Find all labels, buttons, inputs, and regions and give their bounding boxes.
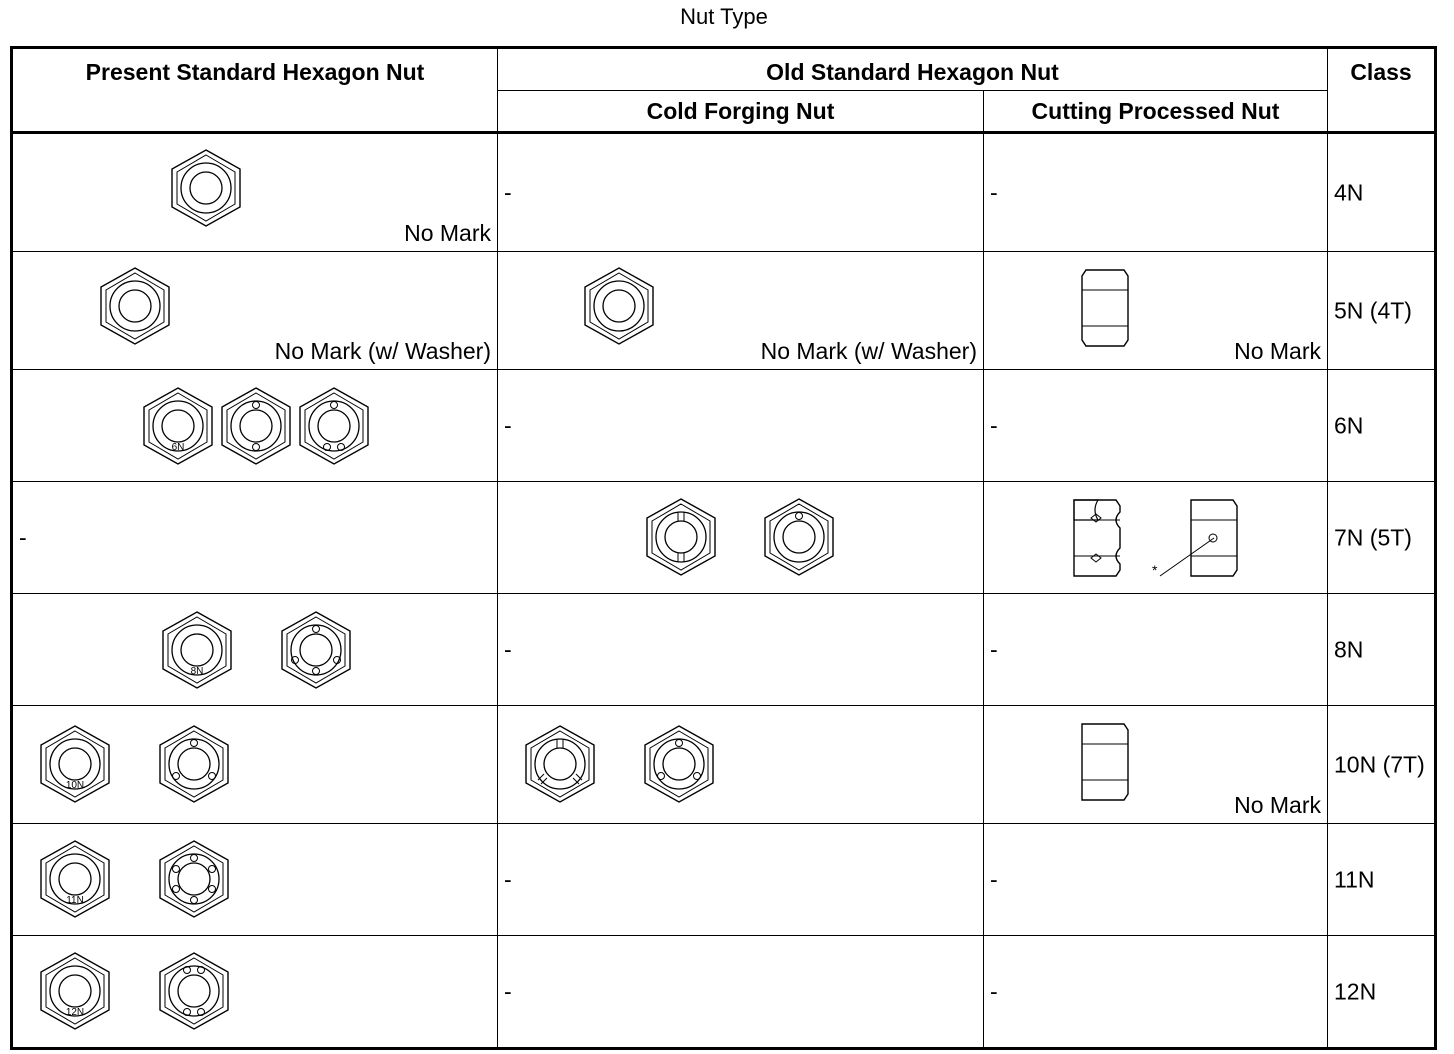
header-cutting-processed: Cutting Processed Nut (984, 91, 1328, 133)
nut-type-table (10, 46, 1437, 1050)
class-label: 5N (4T) (1334, 297, 1412, 323)
nut-side-view-tall-icon (1080, 722, 1130, 802)
nut-stamp-text: 10N (65, 780, 85, 791)
nut-side-notched-icon (1072, 498, 1122, 578)
no-mark-label: No Mark (404, 220, 491, 246)
no-mark-washer-label: No Mark (w/ Washer) (274, 338, 491, 364)
cell-cold-forging (498, 706, 984, 824)
cell-present (12, 594, 498, 706)
cell-present (12, 370, 498, 482)
cell-cold-forging (498, 936, 984, 1049)
header-old-standard: Old Standard Hexagon Nut (498, 48, 1328, 91)
hex-nut-3-dots-triangle-icon (641, 724, 717, 804)
no-mark-label: No Mark (1234, 792, 1321, 818)
table-row (12, 706, 1436, 824)
hex-nut-washer-icon (97, 266, 173, 346)
class-label: 12N (1334, 978, 1377, 1004)
cell-cutting (984, 370, 1328, 482)
table-row (12, 594, 1436, 706)
hex-nut-6-dots-icon (156, 839, 232, 919)
cell-cutting (984, 936, 1328, 1049)
empty-dash: - (990, 978, 998, 1004)
cell-cutting (984, 706, 1328, 824)
empty-dash: - (990, 866, 998, 892)
cell-class (1328, 706, 1436, 824)
cell-cutting (984, 482, 1328, 594)
cell-cutting (984, 594, 1328, 706)
empty-dash: - (504, 636, 512, 662)
hex-nut-1-dot-icon (761, 497, 837, 577)
cell-cold-forging (498, 824, 984, 936)
nut-stamp-text: 12N (65, 1007, 85, 1018)
table-row (12, 252, 1436, 370)
table-row (12, 370, 1436, 482)
hex-nut-plain-icon (168, 148, 244, 228)
empty-dash: - (504, 866, 512, 892)
hex-nut-4-dots-icon (278, 610, 354, 690)
hex-nut-11n-icon (37, 839, 113, 919)
page-title: Nut Type (680, 4, 768, 29)
class-label: 4N (1334, 179, 1364, 205)
cell-present (12, 482, 498, 594)
cell-present (12, 936, 498, 1049)
header-present-standard: Present Standard Hexagon Nut (12, 48, 498, 133)
cell-class (1328, 482, 1436, 594)
empty-dash: - (990, 412, 998, 438)
table-row (12, 824, 1436, 936)
cell-cold-forging (498, 594, 984, 706)
hex-nut-10n-icon (37, 724, 113, 804)
nut-stamp-text: 6N (171, 442, 185, 453)
cell-cutting (984, 824, 1328, 936)
cell-present (12, 133, 498, 252)
cell-cold-forging (498, 252, 984, 370)
table-row (12, 482, 1436, 594)
empty-dash: - (504, 179, 512, 205)
no-mark-washer-label: No Mark (w/ Washer) (760, 338, 977, 364)
empty-dash: - (19, 524, 27, 550)
class-label: 11N (1334, 866, 1375, 892)
hex-nut-2-dots-icon (218, 386, 294, 466)
hex-nut-6n-icon (140, 386, 216, 466)
nut-stamp-text: 11N (66, 895, 84, 906)
hex-nut-3-dots-triangle-icon (156, 724, 232, 804)
cell-present (12, 824, 498, 936)
class-label: 7N (5T) (1334, 524, 1412, 550)
cell-cold-forging (498, 133, 984, 252)
hex-nut-12n-icon (37, 951, 113, 1031)
empty-dash: - (504, 978, 512, 1004)
hex-nut-3-slots-icon (522, 724, 598, 804)
cell-cutting (984, 133, 1328, 252)
empty-dash: - (990, 179, 998, 205)
cell-present (12, 252, 498, 370)
table-row (12, 133, 1436, 252)
cell-class (1328, 936, 1436, 1049)
hex-nut-dot-pairs-icon (156, 951, 232, 1031)
nut-side-view-icon (1080, 268, 1130, 348)
no-mark-label: No Mark (1234, 338, 1321, 364)
asterisk-note: * (1152, 562, 1158, 578)
cell-present (12, 706, 498, 824)
header-class: Class (1328, 48, 1436, 133)
nut-stamp-text: 8N (190, 666, 204, 677)
cell-class (1328, 594, 1436, 706)
cell-class (1328, 824, 1436, 936)
hex-nut-washer-icon (581, 266, 657, 346)
cell-class (1328, 252, 1436, 370)
header-cold-forging: Cold Forging Nut (498, 91, 984, 133)
class-label: 6N (1334, 412, 1364, 438)
cell-class (1328, 370, 1436, 482)
class-label: 8N (1334, 636, 1364, 662)
cell-cold-forging (498, 370, 984, 482)
empty-dash: - (990, 636, 998, 662)
hex-nut-2-slots-icon (643, 497, 719, 577)
class-label: 10N (7T) (1334, 751, 1425, 777)
cell-cold-forging (498, 482, 984, 594)
empty-dash: - (504, 412, 512, 438)
hex-nut-3-dots-icon (296, 386, 372, 466)
leader-line-icon (1152, 534, 1222, 584)
table-row (12, 936, 1436, 1049)
hex-nut-8n-icon (159, 610, 235, 690)
cell-cutting (984, 252, 1328, 370)
cell-class (1328, 133, 1436, 252)
